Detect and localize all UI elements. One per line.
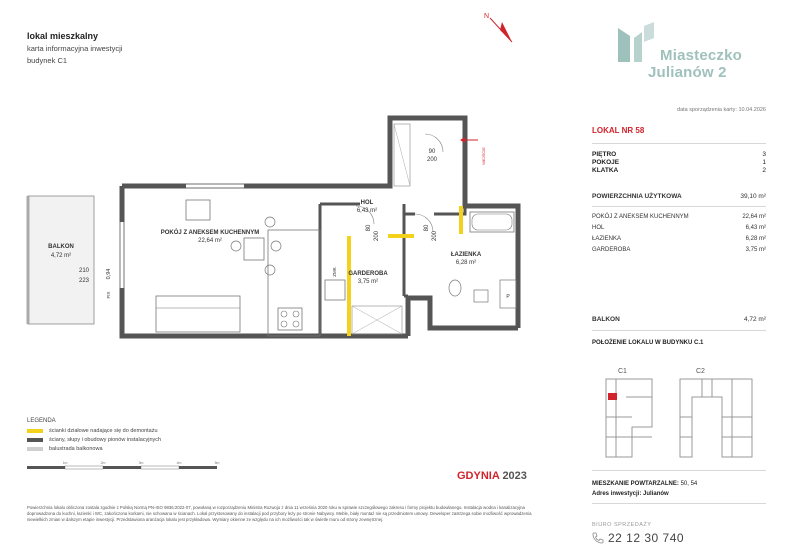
area-row-hol [592, 225, 766, 231]
unit-location-marker [608, 393, 617, 400]
scale-label: 1m [62, 461, 68, 465]
city-name: GDYNIA [457, 470, 500, 482]
staircase-row [592, 167, 766, 174]
balcony-row [592, 316, 766, 323]
divider [592, 330, 766, 331]
sales-office-label: BIURO SPRZEDAŻY [592, 522, 652, 528]
city-badge [457, 470, 527, 482]
window-dim-side: 0,94 [106, 268, 112, 280]
label-hol-area: 6,43 m² [356, 208, 378, 214]
room-name: GARDEROBA [592, 247, 631, 253]
label-c1: C1 [618, 368, 627, 375]
building-location-map [592, 357, 766, 467]
document-subtitle: karta informacyjna inwestycji [27, 44, 123, 53]
divider [592, 470, 766, 471]
unit-number: LOKAL NR 58 [592, 126, 645, 135]
logo-text-2: Julianów 2 [648, 64, 727, 81]
armchair [186, 200, 210, 220]
usable-area-row [592, 193, 766, 200]
label-lazienka-area: 6,28 m² [455, 260, 477, 266]
balcony-area [28, 196, 94, 324]
door-hol-height: 200 [374, 230, 380, 242]
divider [592, 503, 766, 504]
logo-text-1: Miasteczko [660, 47, 743, 64]
sofa [156, 296, 240, 332]
disclaimer-text: Powierzchnia lokalu obliczona zostala zgodnie z Polską Normą PN-ISO 9836:2022-07, powołaną w rozporządzeniu Ministra Rozwoju z dnia 11 września 2020 roku w sprawie szczegółowego zakresu i formy projektu budowlanego. Instalacja wodna i kanalizacyjna doprowadzona do kuchni, łazienki i WC, zakończona korkami, nie schowana w ścianach. Lokal przystosowany do instalacji pod przybory leży po stronie Nabywcy. Meble, biały montaż nie są przedmiotem umowy. Deweloper zastrzega sobie możliwość wprowadzenia niewielkich zmian w dalszym etapie inwestycji. Przedstawiona aranżacja lokalu jest przykładowa. Wymiary okienne ze względu na ich możliwości tak w świetle muru od strony zewnętrznej. [27, 505, 532, 522]
sink [325, 280, 345, 300]
north-label: N [484, 13, 490, 20]
legend-label: ściany, słupy i obudowy pionów instalacyjnych [49, 437, 162, 443]
phone-number[interactable]: 22 12 30 740 [608, 531, 685, 545]
kitchen-counter [268, 230, 320, 336]
room-area: 22,64 m² [742, 214, 766, 220]
legend-title: LEGENDA [27, 418, 56, 424]
document-title: lokal mieszkalny [27, 31, 99, 41]
label-balkon-area: 4,72 m² [50, 253, 72, 259]
address-label: Adres inwestycji: [592, 491, 642, 497]
window-dim-bottom: 223 [78, 278, 90, 284]
area-row-pokoj [592, 214, 766, 220]
legend-swatch [27, 438, 43, 442]
repeated-units [592, 481, 697, 487]
label-c2: C2 [696, 368, 705, 375]
logo-icon [614, 18, 662, 66]
dining-table [244, 238, 264, 260]
rooms-row [592, 159, 766, 166]
repeated-units-label: MIESZKANIE POWTARZALNE: [592, 481, 679, 487]
usable-area-value: 39,10 m² [740, 193, 766, 200]
staircase-value: 2 [762, 167, 766, 174]
floor-plan [0, 110, 560, 350]
legend-swatch [27, 429, 43, 433]
phone-icon [592, 532, 604, 544]
rooms-value: 1 [762, 159, 766, 166]
label-zmk: ZMK [332, 267, 337, 277]
balcony-value: 4,72 m² [743, 316, 766, 323]
label-hol: HOL [360, 200, 374, 206]
room-name: ŁAZIENKA [592, 236, 622, 242]
staircase-label: KLATKA [592, 167, 619, 174]
door-bath-height: 200 [432, 230, 438, 242]
divider [592, 206, 766, 207]
investment-address [592, 491, 669, 497]
bathtub [470, 212, 514, 232]
room-area: 6,43 m² [745, 225, 766, 231]
legend-item-removable [27, 428, 158, 434]
scale-label: 4m [176, 461, 182, 465]
washing-machine [474, 290, 488, 302]
location-heading: POŁOŻENIE LOKALU W BUDYNKU C.1 [592, 340, 704, 346]
label-pokoj: POKÓJ Z ANEKSEM KUCHENNYM [160, 230, 260, 236]
legend-label: balustrada balkonowa [49, 446, 103, 452]
scale-bar [27, 460, 247, 472]
room-name: POKÓJ Z ANEKSEM KUCHENNYM [592, 214, 689, 220]
cooktop [278, 308, 302, 330]
legend-swatch [27, 447, 43, 451]
window-fix: FIX [106, 291, 111, 299]
floor-label: PIĘTRO [592, 151, 617, 158]
floor-value: 3 [762, 151, 766, 158]
floor-row [592, 151, 766, 158]
divider [592, 143, 766, 144]
scale-label: 5m [214, 461, 220, 465]
window-dim-top: 210 [78, 268, 90, 274]
legend-item-railing [27, 446, 103, 452]
repeated-units-value: 50, 54 [680, 481, 698, 487]
door-hol-width: 80 [366, 224, 372, 232]
legend-item-walls [27, 437, 161, 443]
rooms-label: POKOJE [592, 159, 620, 166]
entrance-label: WEJŚCIE [481, 147, 486, 165]
toilet [449, 280, 461, 296]
area-row-garderoba [592, 247, 766, 253]
label-p: P [506, 294, 510, 300]
label-garderoba-area: 3,75 m² [357, 279, 379, 285]
room-name: HOL [592, 225, 605, 231]
room-area: 3,75 m² [745, 247, 766, 253]
balcony-label: BALKON [592, 316, 620, 323]
door-entry-width: 90 [428, 149, 436, 155]
scale-label: 3m [138, 461, 144, 465]
label-lazienka: ŁAZIENKA [450, 252, 482, 258]
label-garderoba: GARDEROBA [348, 271, 388, 277]
building-label: budynek C1 [27, 56, 68, 65]
label-balkon: BALKON [48, 244, 74, 250]
room-area: 6,28 m² [745, 236, 766, 242]
address-value: Julianów [643, 491, 669, 497]
door-entry-height: 200 [426, 157, 438, 163]
legend-label: ścianki działowe nadające się do demontażu [49, 428, 158, 434]
door-bath-width: 80 [424, 224, 430, 232]
city-year: 2023 [502, 470, 527, 482]
north-arrow-icon [478, 8, 518, 48]
date-note: data sporządzenia karty: 10.04.2026 [677, 107, 766, 113]
scale-label: 2m [100, 461, 106, 465]
usable-area-label: POWIERZCHNIA UŻYTKOWA [592, 193, 682, 200]
area-row-lazienka [592, 236, 766, 242]
label-pokoj-area: 22,64 m² [198, 238, 222, 244]
